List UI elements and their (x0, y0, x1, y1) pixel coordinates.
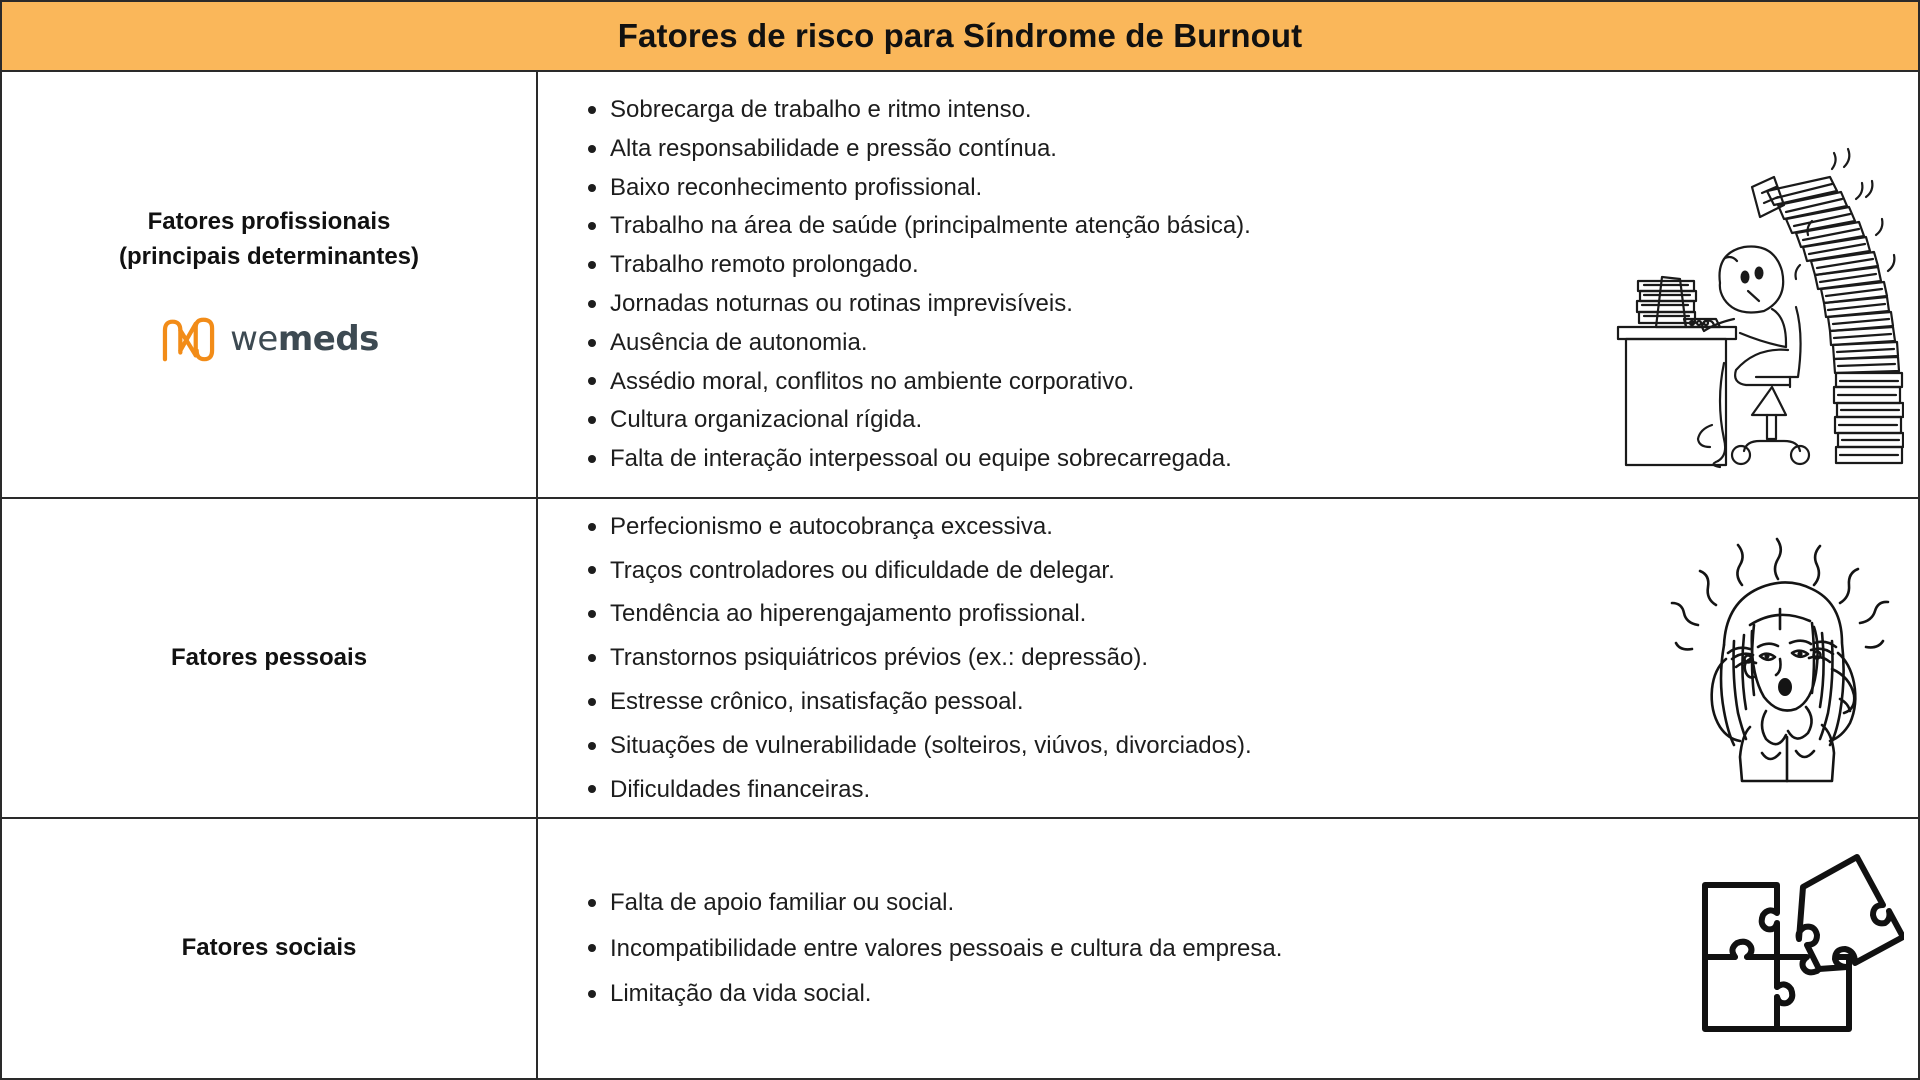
risk-factor-list-social (538, 880, 1673, 1017)
illustration-personal (1638, 513, 1904, 803)
list-item: Ausência de autonomia. (576, 323, 1588, 362)
table-row (2, 819, 1918, 1078)
row-label-cell-professional (2, 72, 538, 497)
table-row (2, 72, 1918, 499)
overworked-person-at-desk-with-book-stack-icon (1604, 95, 1904, 475)
list-item: Traços controladores ou dificuldade de delegar. (576, 549, 1638, 593)
table-header (0, 0, 1920, 72)
row-content-cell-personal (538, 499, 1918, 817)
list-item: Jornadas noturnas ou rotinas imprevisíveis. (576, 285, 1588, 324)
list-item: Tendência ao hiperengajamento profissional. (576, 592, 1638, 636)
illustration-social (1673, 849, 1904, 1049)
illustration-professional (1588, 95, 1904, 475)
list-item: Trabalho na área de saúde (principalmente atenção básica). (576, 207, 1588, 246)
row-label-personal (171, 641, 367, 676)
row-label-line1: Fatores pessoais (170, 643, 368, 671)
wemeds-mark-icon (159, 314, 219, 364)
wemeds-word-bold: meds (277, 319, 379, 360)
stressed-woman-holding-head-icon (1654, 513, 1904, 803)
list-item: Sobrecarga de trabalho e ritmo intenso. (576, 91, 1588, 130)
list-item: Assédio moral, conflitos no ambiente corporativo. (576, 362, 1588, 401)
risk-factor-list-personal (538, 505, 1638, 812)
list-item: Dificuldades financeiras. (576, 768, 1638, 812)
row-label-line1: Fatores sociais (181, 934, 357, 962)
row-label-cell-personal (2, 499, 538, 817)
list-item: Perfecionismo e autocobrança excessiva. (576, 505, 1638, 549)
risk-factor-list-professional (538, 91, 1588, 479)
list-item: Estresse crônico, insatisfação pessoal. (576, 680, 1638, 724)
list-item: Falta de apoio familiar ou social. (576, 880, 1673, 926)
row-content-cell-social (538, 819, 1918, 1078)
row-label-cell-social (2, 819, 538, 1078)
row-label-social (182, 931, 357, 966)
row-label-line2: (principais determinantes) (118, 242, 420, 270)
table-row (2, 499, 1918, 819)
list-item: Incompatibilidade entre valores pessoais e cultura da empresa. (576, 926, 1673, 972)
row-label-line1: Fatores profissionais (147, 207, 391, 235)
table-body (0, 72, 1920, 1080)
page-title: Fatores de risco para Síndrome de Burnout (617, 17, 1303, 54)
list-item: Alta responsabilidade e pressão contínua. (576, 129, 1588, 168)
list-item: Transtornos psiquiátricos prévios (ex.: depressão). (576, 636, 1638, 680)
wemeds-logo (159, 314, 379, 364)
row-label-professional (119, 205, 419, 275)
wemeds-word-light: we (230, 319, 278, 360)
list-item: Situações de vulnerabilidade (solteiros, viúvos, divorciados). (576, 724, 1638, 768)
list-item: Limitação da vida social. (576, 971, 1673, 1017)
list-item: Baixo reconhecimento profissional. (576, 168, 1588, 207)
list-item: Falta de interação interpessoal ou equipe sobrecarregada. (576, 440, 1588, 479)
list-item: Trabalho remoto prolongado. (576, 246, 1588, 285)
list-item: Cultura organizacional rígida. (576, 401, 1588, 440)
row-content-cell-professional (538, 72, 1918, 497)
wemeds-wordmark (230, 319, 379, 360)
jigsaw-puzzle-missing-piece-icon (1689, 849, 1904, 1049)
